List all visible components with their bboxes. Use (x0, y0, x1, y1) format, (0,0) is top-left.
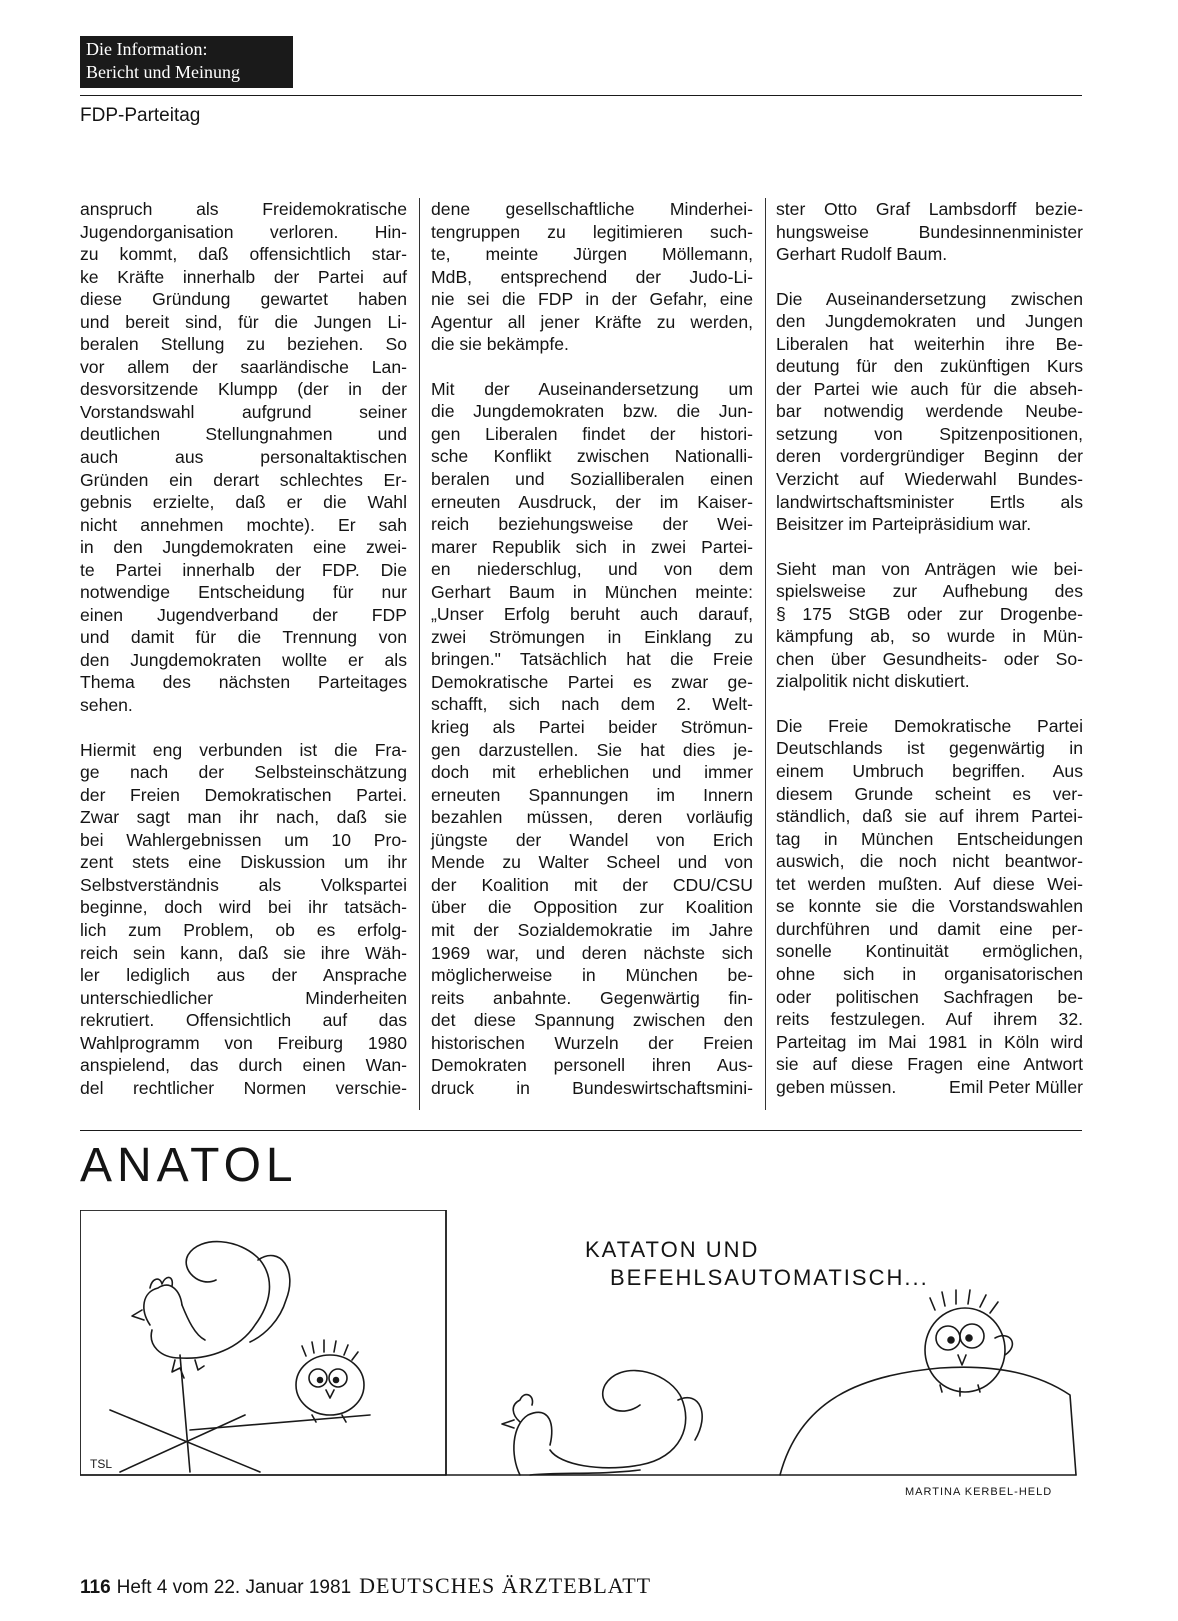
article-line: und bereit sind, für die Jungen Li- (80, 311, 407, 332)
author-name: Emil Peter Müller (949, 1076, 1083, 1097)
article-line: Die Freie Demokratische Partei (776, 715, 1083, 736)
article-line: Parteitag im Mai 1981 in Köln wird (776, 1031, 1083, 1052)
article-column-2 (431, 198, 753, 1099)
article-line: bei Wahlergebnissen um 10 Pro- (80, 829, 407, 850)
article-line: erneuten Spannungen im Innern (431, 784, 753, 805)
article-line: desvorsitzende Klumpp (der in der (80, 379, 407, 400)
article-line: möglicherweise in München be- (431, 965, 753, 986)
article-line: Verzicht auf Wiederwahl Bundes- (776, 469, 1083, 490)
comic-caption-line-2: BEFEHLSAUTOMATISCH... (610, 1265, 929, 1290)
closing-text: geben müssen. (776, 1076, 897, 1097)
article-line: 1969 war, und deren nächste sich (431, 942, 753, 963)
article-line: MdB, entsprechend der Judo-Li- (431, 266, 753, 287)
article-line: anspielend, das durch einen Wan- (80, 1055, 407, 1076)
article-line: Gerhart Baum in München meinte: (431, 581, 753, 602)
article-line: diese Gründung gewartet haben (80, 289, 407, 310)
article-line: Demokratische Partei es zwar ge- (431, 671, 753, 692)
article-line: schafft, sich nach dem 2. Welt- (431, 694, 753, 715)
article-line: ke Kräfte innerhalb der Partei auf (80, 266, 407, 287)
hill-shape (780, 1367, 1076, 1475)
article-line: die Jungdemokraten bzw. die Jun- (431, 401, 753, 422)
article-line: chen über Gesundheits- oder So- (776, 648, 1083, 669)
article-line: sie auf diese Fragen eine Antwort (776, 1054, 1083, 1075)
article-line: jüngste der Wandel von Erich (431, 829, 753, 850)
article-line: spielsweise zur Aufhebung des (776, 581, 1083, 602)
badge-line-1: Die Information: (86, 39, 208, 59)
article-line: deutung für den zukünftigen Kurs (776, 356, 1083, 377)
article-line: gebnis erzielte, daß er die Wahl (80, 492, 407, 513)
article-line: § 175 StGB oder zur Drogenbe- (776, 603, 1083, 624)
article-line: reich beziehungsweise der Wei- (431, 514, 753, 535)
header-rule (80, 95, 1082, 96)
article-line: setzung von Spitzenpositionen, (776, 423, 1083, 444)
article-line: historischen Wurzeln der Freien (431, 1032, 753, 1053)
article-line: über die Opposition zur Koalition (431, 897, 753, 918)
article-line: unterschiedlicher Minderheiten (80, 987, 407, 1008)
article-line: zialpolitik nicht diskutiert. (776, 671, 970, 692)
article-line: reits festzulegen. Auf ihrem 32. (776, 1009, 1083, 1030)
article-line: tengruppen zu legitimieren such- (431, 221, 753, 242)
signature-line (776, 1076, 1083, 1099)
article-line: ständlich, daß sie auf ihrem Partei- (776, 806, 1083, 827)
article-line: landwirtschaftsminister Ertls als (776, 491, 1083, 512)
article-line: sonelle Kontinuität ermöglichen, (776, 941, 1083, 962)
article-line: einen Jugendverband der FDP (80, 604, 407, 625)
article-line: beralen und Sozialliberalen einen (431, 469, 753, 490)
article-line: Die Auseinandersetzung zwischen (776, 288, 1083, 309)
article-line: beginne, doch wird bei ihr tatsäch- (80, 897, 407, 918)
issue-info: Heft 4 vom 22. Januar 1981 (116, 1577, 352, 1598)
owl-icon (925, 1290, 1012, 1396)
article-line: tet werden mußten. Auf diese Wei- (776, 873, 1083, 894)
article-line: der Koalition mit der CDU/CSU (431, 874, 753, 895)
article-line: det diese Spannung zwischen den (431, 1010, 753, 1031)
article-line: deutlichen Stellungnahmen und (80, 424, 407, 445)
article-line: beralen Stellung zu beziehen. So (80, 334, 407, 355)
article-line: zwei Strömungen in Einklang zu (431, 626, 753, 647)
article-line: durchführen und damit eine per- (776, 918, 1083, 939)
article-line: marer Republik sich in zwei Partei- (431, 536, 753, 557)
column-divider (419, 198, 420, 1110)
article-line: und damit für die Trennung von (80, 627, 407, 648)
article-line: rekrutiert. Offensichtlich auf das (80, 1010, 407, 1031)
article-line: zent stets eine Diskussion um ihr (80, 852, 407, 873)
section-title: FDP-Parteitag (80, 105, 201, 126)
article-line: doch mit erheblichen und immer (431, 762, 753, 783)
article-line: del rechtlicher Normen verschie- (80, 1077, 407, 1098)
article-line: Zwar sagt man ihr nach, daß sie (80, 807, 407, 828)
article-line: der Freien Demokratischen Partei. (80, 784, 407, 805)
article-line: bezahlen müssen, deren vorläufig (431, 807, 753, 828)
article-line: den Jungdemokraten und Jungen (776, 311, 1083, 332)
article-line: nicht annehmen mochte). Er sah (80, 514, 407, 535)
article-line: se konnte sie die Vorstandswahlen (776, 896, 1083, 917)
article-line: „Unser Erfolg beruht auch darauf, (431, 604, 753, 625)
article-line: ster Otto Graf Lambsdorff bezie- (776, 199, 1083, 219)
article-line: einem Umbruch begriffen. Aus (776, 761, 1083, 782)
article-column-3 (776, 198, 1083, 1098)
article-line: anspruch als Freidemokratische (80, 199, 407, 219)
owl-icon (296, 1340, 364, 1422)
article-line: bringen." Tatsächlich hat die Freie (431, 649, 753, 670)
article-line: diesem Grunde scheint es ver- (776, 783, 1083, 804)
article-line: zu kommt, daß offensichtlich star- (80, 244, 407, 265)
article-line: druck in Bundeswirtschaftsmini- (431, 1077, 753, 1098)
article-line: den Jungdemokraten wollte er als (80, 649, 407, 670)
article-line: Deutschlands ist gegenwärtig in (776, 738, 1083, 759)
article-line: hungsweise Bundesinnenminister (776, 221, 1083, 242)
article-line: die sie bekämpfe. (431, 334, 569, 355)
article-line: sche Konflikt zwischen Nationalli- (431, 446, 753, 467)
article-line: gen darzustellen. Sie hat dies je- (431, 739, 753, 760)
article-line: Mit der Auseinandersetzung um (431, 378, 753, 399)
article-line: auch aus personaltaktischen (80, 447, 407, 468)
article-line: Liberalen hat weiterhin ihre Be- (776, 333, 1083, 354)
rooster-icon (132, 1242, 290, 1378)
article-line: sehen. (80, 695, 133, 716)
article-line: krieg als Partei beider Strömun- (431, 717, 753, 738)
article-column-1 (80, 198, 407, 1099)
article-line: Demokraten personell ihren Aus- (431, 1055, 753, 1076)
article-line: tag in München Entscheidungen (776, 828, 1083, 849)
article-line: vor allem der saarländische Lan- (80, 356, 407, 377)
panel-1-signature: TSL (90, 1457, 113, 1471)
comic-panel-1 (80, 1210, 446, 1475)
article-line: bar notwendig werdende Neube- (776, 401, 1083, 422)
article-line: Thema des nächsten Parteitages (80, 672, 407, 693)
article-line: notwendige Entscheidung für nur (80, 582, 407, 603)
article-line: in den Jungdemokraten eine zwei- (80, 537, 407, 558)
article-line: deren vordergründiger Beginn der (776, 446, 1083, 467)
comic-strip (80, 1210, 1080, 1490)
page-footer (80, 1573, 651, 1599)
badge-line-2: Bericht und Meinung (86, 62, 240, 82)
article-line: Jugendorganisation verloren. Hin- (80, 221, 407, 242)
rooster-icon (502, 1371, 702, 1475)
article-line: oder politischen Sachfragen be- (776, 986, 1083, 1007)
journal-name: DEUTSCHES ÄRZTEBLATT (359, 1573, 652, 1598)
comic-title: ANATOL (80, 1139, 298, 1192)
article-line: Gerhart Rudolf Baum. (776, 244, 948, 265)
article-line: Selbstverständnis als Volkspartei (80, 874, 407, 895)
article-line: der Partei wie auch für die abseh- (776, 378, 1083, 399)
comic-rule (80, 1130, 1082, 1131)
article-line: en niederschlug, und von dem (431, 559, 753, 580)
section-badge (80, 36, 293, 88)
article-line: Sieht man von Anträgen wie bei- (776, 558, 1083, 579)
article-line: ge nach der Selbsteinschätzung (80, 762, 407, 783)
article-line: nie sei die FDP in der Gefahr, eine (431, 289, 753, 310)
article-line: auswich, die noch nicht beantwor- (776, 851, 1083, 872)
article-line: kämpfung ab, so wurde in Mün- (776, 626, 1083, 647)
article-line: Mende zu Walter Scheel und von (431, 852, 753, 873)
article-line: ler lediglich aus der Ansprache (80, 965, 407, 986)
column-divider (765, 198, 766, 1110)
article-line: lich zum Problem, ob es erfolg- (80, 919, 407, 940)
article-line: gen Liberalen findet der histori- (431, 423, 753, 444)
artist-signature: MARTINA KERBEL-HELD (905, 1486, 1053, 1498)
comic-caption-line-1: KATATON UND (585, 1237, 760, 1262)
article-line: te, meinte Jürgen Möllemann, (431, 244, 753, 265)
article-line: Hiermit eng verbunden ist die Fra- (80, 739, 407, 760)
article-line: dene gesellschaftliche Minderhei- (431, 199, 753, 219)
article-line: reich sein kann, daß sie ihre Wäh- (80, 942, 407, 963)
article-line: Vorstandswahl aufgrund seiner (80, 401, 407, 422)
article-line: Agentur all jener Kräfte zu werden, (431, 311, 753, 332)
page-number: 116 (80, 1577, 111, 1598)
article-line: te Partei innerhalb der FDP. Die (80, 559, 407, 580)
article-line: Beisitzer im Parteipräsidium war. (776, 514, 1032, 535)
article-line: mit der Sozialdemokratie im Jahre (431, 919, 753, 940)
article-line: erneuten Ausdruck, der im Kaiser- (431, 491, 753, 512)
article-line: reits anbahnte. Gegenwärtig fin- (431, 987, 753, 1008)
article-line: ohne sich in organisatorischen (776, 963, 1083, 984)
article-line: Gründen ein derart schlechtes Er- (80, 469, 407, 490)
article-line: Wahlprogramm von Freiburg 1980 (80, 1032, 407, 1053)
